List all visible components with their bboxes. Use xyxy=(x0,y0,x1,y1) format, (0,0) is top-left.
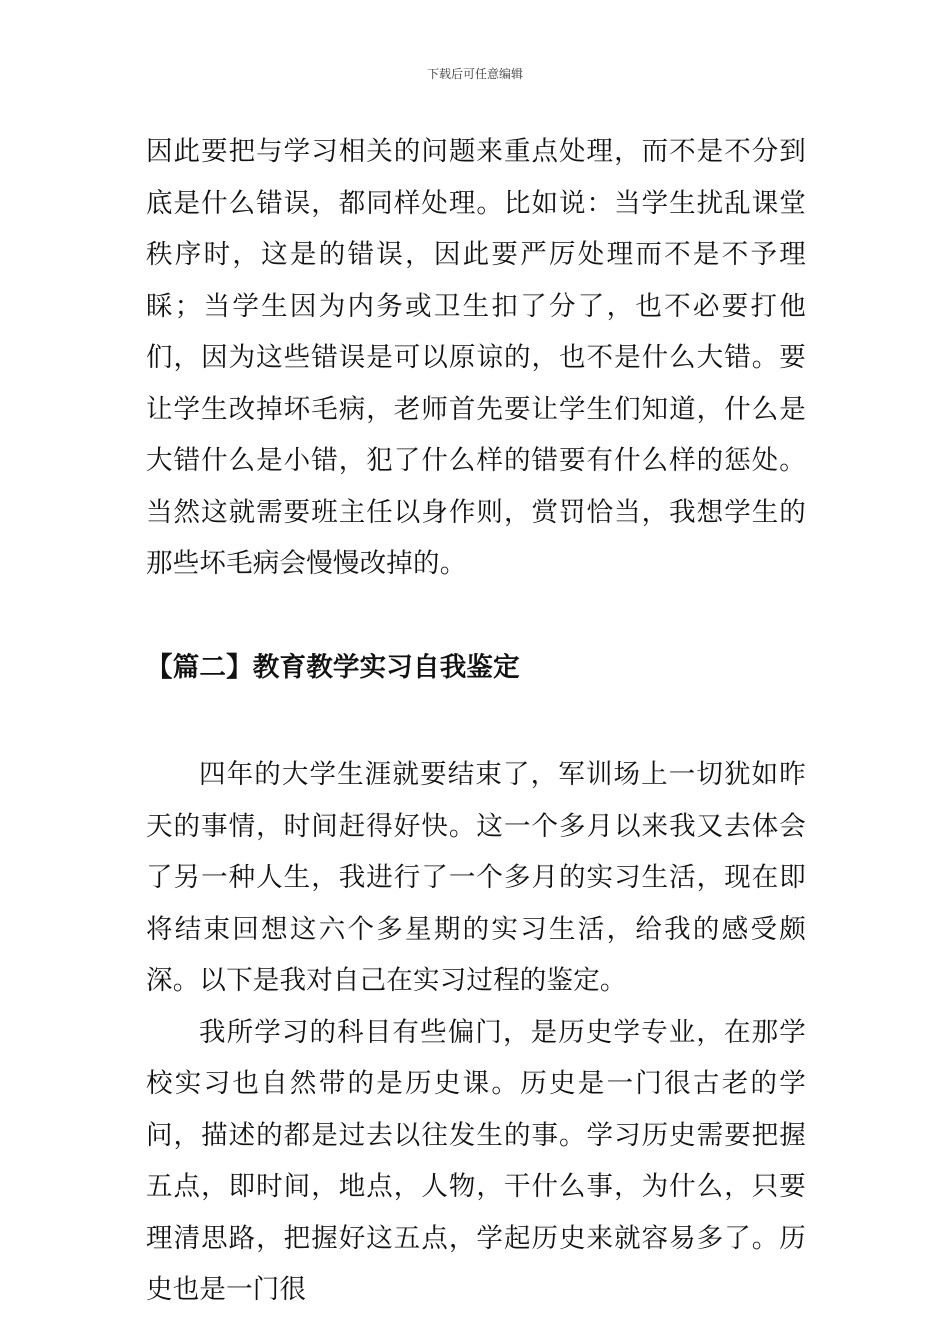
paragraph-1: 因此要把与学习相关的问题来重点处理，而不是不分到底是什么错误，都同样处理。比如说：当学生扰乱课堂秩序时，这是的错误，因此要严厉处理而不是不予理睬；当学生因为内务或卫生扣了分了，也不必要打他们，因为这些错误是可以原谅的，也不是什么大错。要让学生改掉坏毛病，老师首先要让学生们知道，什么是大错什么是小错，犯了什么样的错要有什么样的惩处。当然这就需要班主任以身作则，赏罚恰当，我想学生的那些坏毛病会慢慢改掉的。 xyxy=(146,136,806,579)
section-heading: 【篇二】教育教学实习自我鉴定 xyxy=(146,651,520,683)
spacer xyxy=(146,590,806,642)
spacer xyxy=(146,693,806,749)
paragraph-2: 四年的大学生涯就要结束了，军训场上一切犹如昨天的事情，时间赶得好快。这一个多月以来我又去体会了另一种人生，我进行了一个多月的实习生活，现在即将结束回想这六个多星期的实习生活，给我的感受颇深。以下是我对自己在实习过程的鉴定。 xyxy=(146,759,806,996)
paragraph-3: 我所学习的科目有些偏门，是历史学专业，在那学校实习也自然带的是历史课。历史是一门很古老的学问，描述的都是过去以往发生的事。学习历史需要把握五点，即时间，地点，人物，干什么事，为什么，只要理清思路，把握好这五点，学起历史来就容易多了。历史也是一门很 xyxy=(146,1016,806,1305)
document-body xyxy=(146,126,806,1316)
page-header-note: 下载后可任意编辑 xyxy=(426,67,523,81)
